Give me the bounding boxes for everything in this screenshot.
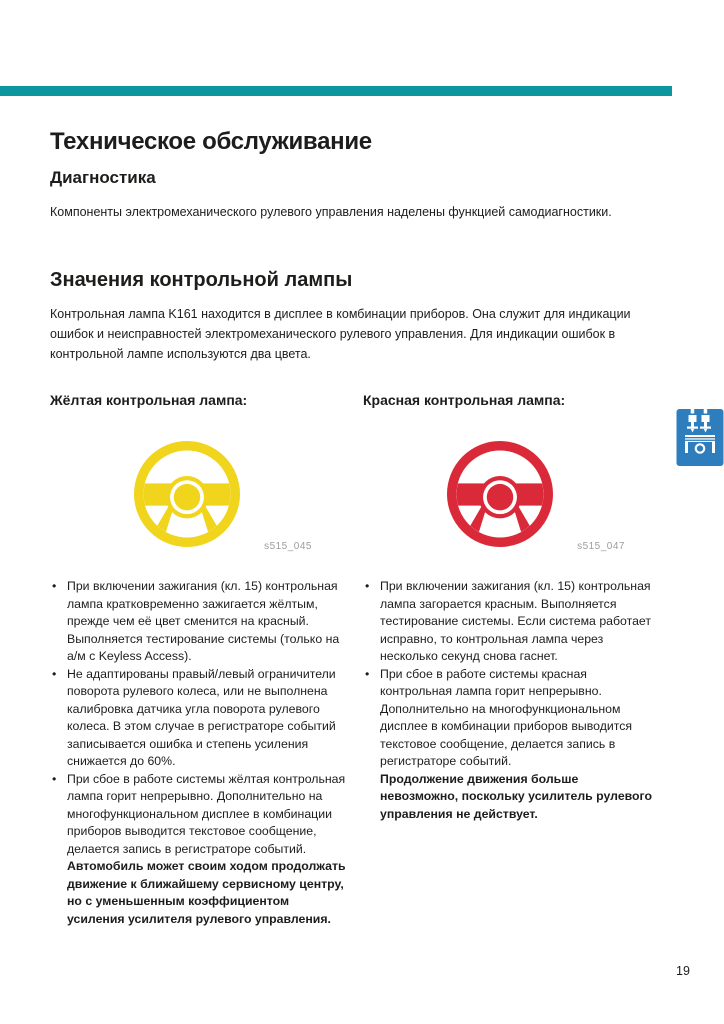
page-title: Техническое обслуживание [50,128,372,155]
bullet-text: При сбое в работе системы жёлтая контрольная лампа горит непрерывно. Дополнительно на многофункциональном дисплее в комбинации приборов выводится текстовое сообщение, делается запись в регистраторе событий. [67,771,346,856]
red-lamp-bullet-list [363,578,659,823]
page-number: 19 [676,964,690,978]
section-intro-text: Контрольная лампа K161 находится в дисплее в комбинации приборов. Она служит для индикации ошибок и неисправностей электромеханического рулевого управления. Для индикации ошибок в контрольной лампе используются два цвета. [50,307,631,361]
intro-text: Компоненты электромеханического рулевого управления наделены функцией самодиагностики. [50,205,612,219]
yellow-lamp-column [50,392,346,928]
yellow-steering-wheel-icon [134,441,240,547]
list-item [50,666,346,771]
section-heading: Значения контрольной лампы [50,269,353,291]
red-steering-wheel-icon [447,441,553,547]
list-item [50,771,346,929]
figure-caption: s515_047 [577,541,625,552]
bullet-text: При включении зажигания (кл. 15) контрольная лампа загорается красным. Выполняется тестирование системы. Если система работает исправно, то контрольная лампа через несколько секунд снова гаснет. [380,579,651,663]
yellow-lamp-bullet-list [50,578,346,928]
bullet-text: При включении зажигания (кл. 15) контрольная лампа кратковременно зажигается жёлтым, прежде чем её цвет сменится на красный. Выполняется тестирование системы (только на а/м с Keyless Access). [67,579,340,663]
list-item [50,578,346,666]
engine-icon [676,409,724,466]
page-subtitle: Диагностика [50,168,156,187]
bullet-text: Не адаптированы правый/левый ограничители поворота рулевого колеса, или не выполнена калибровка датчика угла поворота рулевого колеса. В этом случае в регистраторе событий записывается ошибка и степень усиления снижается до 60%. [67,666,336,768]
list-item [363,666,659,824]
accent-bar [0,86,672,96]
list-item [363,578,659,666]
figure-caption: s515_045 [264,541,312,552]
bullet-text: При сбое в работе системы красная контрольная лампа горит непрерывно. Дополнительно на многофункциональном дисплее в комбинации приборов выводится текстовое сообщение, делается запись в регистраторе событий. [380,666,633,768]
engine-chapter-tab [676,409,724,466]
red-lamp-column [363,392,659,823]
bullet-bold-text: Автомобиль может своим ходом продолжать движение к ближайшему сервисному центру, но с уменьшенным коэффициентом усиления усилителя рулевого управления. [67,859,346,926]
column-heading-yellow: Жёлтая контрольная лампа: [50,392,248,408]
bullet-bold-text: Продолжение движения больше невозможно, поскольку усилитель рулевого управления не действует. [380,771,653,821]
column-heading-red: Красная контрольная лампа: [363,392,566,408]
